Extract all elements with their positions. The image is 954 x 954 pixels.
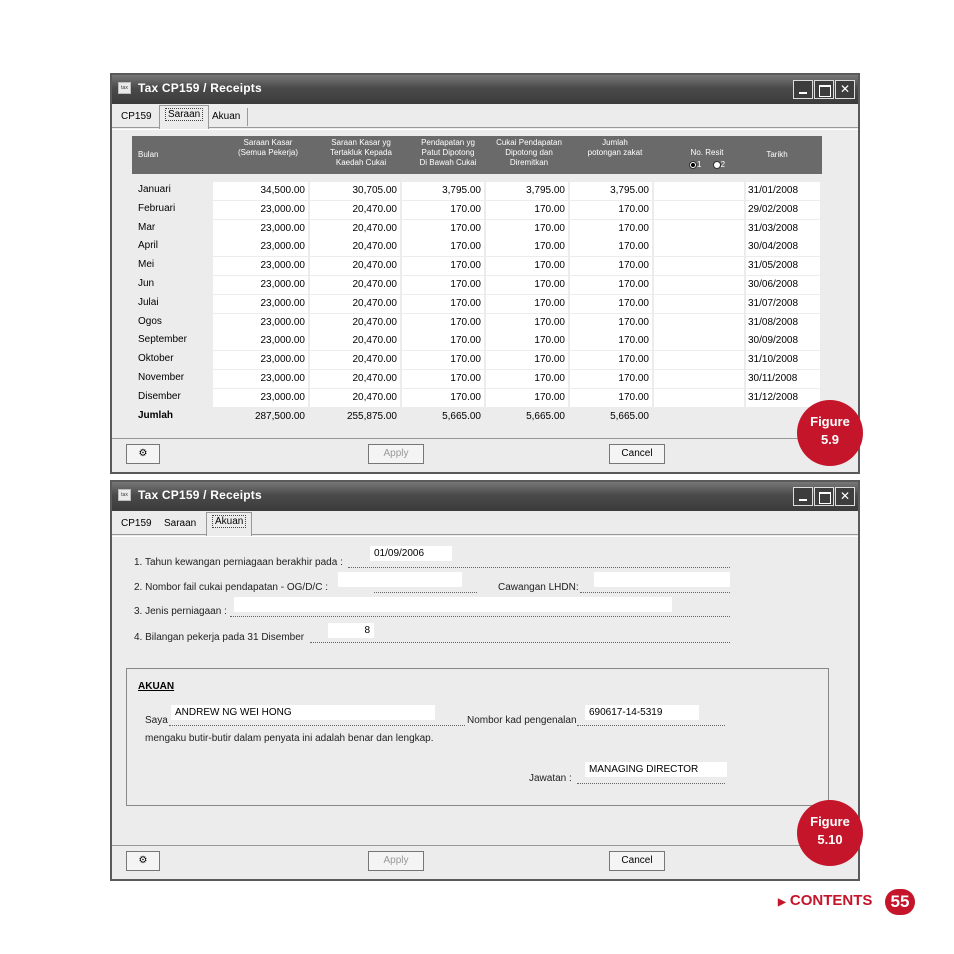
figure-number: 5.10 [817,832,843,847]
resit-radio-group [672,160,742,170]
radio-2[interactable] [713,161,721,169]
table-cell[interactable]: 170.00 [402,370,484,388]
table-row [138,238,828,256]
table-cell[interactable]: 170.00 [402,389,484,407]
jawatan-label: Jawatan : [529,773,572,784]
table-cell[interactable]: 34,500.00 [213,182,308,200]
table-cell[interactable]: 170.00 [402,276,484,294]
header-line: Saraan Kasar [243,138,293,147]
dotted-line [374,592,477,593]
table-row [138,351,828,369]
month-label: Jun [138,278,155,289]
table-cell[interactable]: 20,470.00 [310,351,400,369]
table-cell[interactable]: 20,470.00 [310,332,400,350]
window-title: Tax CP159 / Receipts [138,488,262,502]
table-row [138,220,828,238]
print-button[interactable]: ⚙ [126,851,160,871]
table-cell[interactable]: 170.00 [486,238,568,256]
table-cell[interactable]: 23,000.00 [213,238,308,256]
dotted-line [577,725,725,726]
table-cell[interactable]: 23,000.00 [213,276,308,294]
table-cell[interactable]: 170.00 [570,351,652,369]
month-label: April [138,240,159,252]
tab-cp159[interactable]: CP159 [121,518,152,529]
apply-button[interactable]: Apply [368,444,424,464]
minimize-button[interactable] [793,487,813,506]
q3-label: 3. Jenis perniagaan : [134,606,227,617]
declaration-statement: mengaku butir-butir dalam penyata ini adalah benar dan lengkap. [145,733,434,744]
table-cell[interactable]: 31/08/2008 [746,314,820,332]
header-line: Dipotong dan [505,148,553,157]
title-bar[interactable] [112,75,858,104]
total-cell: 5,665.00 [442,410,481,422]
figure-label: Figure [810,414,850,429]
header-saraan-tertakluk [318,138,404,168]
table-cell[interactable]: 20,470.00 [310,220,400,238]
header-zakat [570,138,660,158]
table-cell[interactable]: 23,000.00 [213,332,308,350]
q4-label: 4. Bilangan pekerja pada 31 Disember [134,632,305,643]
declarant-name-field[interactable]: ANDREW NG WEI HONG [171,705,435,720]
table-cell[interactable] [654,351,744,369]
business-type-field[interactable] [234,597,672,612]
contents-label: CONTENTS [789,892,873,909]
button-bar [112,845,858,879]
table-cell[interactable]: 20,470.00 [310,201,400,219]
table-cell[interactable]: 170.00 [570,370,652,388]
total-row [138,408,828,426]
print-button[interactable]: ⚙ [126,444,160,464]
ic-number-field[interactable]: 690617-14-5319 [585,705,699,720]
table-cell[interactable] [654,220,744,238]
header-line: Tertakluk Kepada [330,148,392,157]
cancel-button[interactable]: Cancel [609,444,665,464]
table-row [138,201,828,219]
contents-link[interactable] [778,892,872,909]
table-cell[interactable]: 170.00 [402,220,484,238]
table-cell[interactable]: 31/10/2008 [746,351,820,369]
month-label: Mei [138,259,155,271]
cancel-button[interactable]: Cancel [609,851,665,871]
table-cell[interactable]: 20,470.00 [310,257,400,275]
table-row [138,276,828,294]
radio-1-label: 1 [696,160,702,169]
total-label: Jumlah [138,409,174,421]
akuan-panel [112,536,858,845]
table-cell[interactable]: 170.00 [570,332,652,350]
header-line: Di Bawah Cukai [419,158,477,167]
tab-bar [112,104,858,128]
employee-count-field[interactable]: 8 [328,623,374,638]
tab-akuan[interactable] [206,512,252,536]
table-cell[interactable]: 170.00 [402,257,484,275]
ic-number-label: Nombor kad pengenalan [467,715,577,726]
table-cell[interactable]: 170.00 [570,295,652,313]
table-cell[interactable]: 31/01/2008 [746,182,820,200]
header-no-resit [672,148,742,170]
table-cell[interactable] [654,370,744,388]
table-cell[interactable]: 20,470.00 [310,370,400,388]
table-cell[interactable]: 20,470.00 [310,276,400,294]
total-cell: 287,500.00 [254,410,305,422]
lhdn-branch-field[interactable] [594,572,730,587]
tab-saraan-label: Saraan [165,108,203,121]
table-cell[interactable]: 170.00 [402,295,484,313]
receipts-window-saraan [110,73,860,474]
table-cell[interactable]: 23,000.00 [213,257,308,275]
table-cell[interactable]: 20,470.00 [310,295,400,313]
table-header [132,136,822,174]
header-line: Jumlah [602,138,628,147]
receipts-window-akuan [110,480,860,881]
table-row [138,182,828,200]
header-line: Pendapatan yg [421,138,475,147]
table-cell[interactable]: 170.00 [486,220,568,238]
figure-badge [797,800,863,866]
maximize-button[interactable] [814,80,834,99]
header-cukai [488,138,570,168]
table-cell[interactable] [654,295,744,313]
tab-saraan[interactable]: Saraan [164,518,197,529]
month-label: Disember [138,390,181,402]
table-cell[interactable]: 31/05/2008 [746,257,820,275]
table-cell[interactable]: 170.00 [570,201,652,219]
header-line: (Semua Pekerja) [237,148,299,157]
saraan-panel [112,129,858,438]
table-row [138,314,828,332]
header-line: Cukai Pendapatan [496,138,562,147]
table-cell[interactable]: 3,795.00 [486,182,568,200]
maximize-button[interactable] [814,487,834,506]
table-cell[interactable]: 170.00 [570,220,652,238]
table-row [138,389,828,407]
table-cell[interactable]: 170.00 [402,332,484,350]
table-cell[interactable]: 20,470.00 [310,389,400,407]
table-cell[interactable]: 170.00 [486,295,568,313]
total-cell: 5,665.00 [610,410,649,422]
table-cell[interactable]: 23,000.00 [213,201,308,219]
month-label: November [138,372,185,383]
header-pendapatan [408,138,488,168]
header-line: Diremitkan [509,158,549,167]
table-cell[interactable]: 3,795.00 [402,182,484,200]
table-cell[interactable] [654,314,744,332]
table-cell[interactable]: 170.00 [570,257,652,275]
tab-bar [112,511,858,535]
table-cell[interactable]: 170.00 [486,314,568,332]
table-cell[interactable] [654,389,744,407]
header-tarikh: Tarikh [766,150,788,159]
table-cell[interactable]: 31/12/2008 [746,389,820,407]
month-label: Februari [138,202,176,214]
window-title: Tax CP159 / Receipts [138,81,262,95]
table-cell[interactable] [654,238,744,256]
table-cell[interactable] [654,332,744,350]
table-cell[interactable]: 23,000.00 [213,389,308,407]
header-line: Patut Dipotong [421,148,475,157]
tab-akuan-label: Akuan [212,515,246,528]
table-cell[interactable]: 170.00 [486,351,568,369]
table-cell[interactable]: 20,470.00 [310,238,400,256]
app-icon: tax [118,489,131,501]
apply-button[interactable]: Apply [368,851,424,871]
month-label: September [138,334,187,346]
tab-akuan[interactable]: Akuan [212,111,241,122]
table-cell[interactable]: 170.00 [570,314,652,332]
month-label: Oktober [138,353,174,365]
table-cell[interactable]: 170.00 [486,276,568,294]
tax-file-number-field[interactable] [338,572,462,587]
table-cell[interactable]: 30,705.00 [310,182,400,200]
position-field[interactable]: MANAGING DIRECTOR [585,762,727,777]
akuan-section [126,668,829,806]
close-button[interactable]: ✕ [835,487,855,506]
tab-divider [247,108,248,126]
dotted-line [169,725,465,726]
app-icon: tax [118,82,131,94]
table-cell[interactable]: 23,000.00 [213,351,308,369]
minimize-button[interactable] [793,80,813,99]
table-cell[interactable]: 31/03/2008 [746,220,820,238]
header-line: Saraan Kasar yg [331,138,391,147]
table-cell[interactable]: 30/09/2008 [746,332,820,350]
month-label: Januari [138,184,171,195]
table-cell[interactable]: 170.00 [570,389,652,407]
table-cell[interactable]: 3,795.00 [570,182,652,200]
tab-saraan[interactable] [159,105,209,129]
table-cell[interactable]: 170.00 [402,314,484,332]
month-label: Ogos [138,315,162,327]
dotted-line [580,592,730,593]
cawangan-label: Cawangan LHDN: [498,582,579,593]
table-cell[interactable]: 170.00 [402,238,484,256]
table-cell[interactable]: 23,000.00 [213,314,308,332]
tab-cp159[interactable]: CP159 [121,111,152,122]
table-cell[interactable] [654,276,744,294]
table-cell[interactable]: 170.00 [570,276,652,294]
financial-year-end-field[interactable]: 01/09/2006 [370,546,452,561]
dotted-line [348,567,730,568]
table-cell[interactable] [654,257,744,275]
figure-label: Figure [810,814,850,829]
dotted-line [577,783,725,784]
table-cell[interactable]: 170.00 [486,201,568,219]
header-line: No. Resit [690,148,724,157]
table-row [138,332,828,350]
table-cell[interactable]: 170.00 [402,351,484,369]
title-bar[interactable] [112,482,858,511]
table-row [138,370,828,388]
header-line: Kaedah Cukai [335,158,387,167]
table-cell[interactable]: 30/11/2008 [746,370,820,388]
total-cell: 255,875.00 [346,410,397,422]
header-bulan: Bulan [138,150,159,159]
table-cell[interactable]: 29/02/2008 [746,201,820,219]
button-bar [112,438,858,472]
table-row [138,257,828,275]
table-cell[interactable]: 23,000.00 [213,220,308,238]
q1-label: 1. Tahun kewangan perniagaan berakhir pada : [134,557,343,568]
table-cell[interactable]: 170.00 [486,370,568,388]
dotted-line [230,616,730,617]
play-arrow-icon: ▶ [778,897,786,908]
page-number: 55 [885,889,915,915]
header-saraan-kasar [222,138,314,158]
table-cell[interactable]: 30/04/2008 [746,238,820,256]
saya-label: Saya [145,715,168,726]
close-button[interactable]: ✕ [835,80,855,99]
table-cell[interactable]: 170.00 [486,332,568,350]
table-cell[interactable]: 20,470.00 [310,314,400,332]
table-row [138,295,828,313]
dotted-line [310,642,730,643]
table-cell[interactable]: 170.00 [486,389,568,407]
table-cell[interactable]: 170.00 [486,257,568,275]
table-cell[interactable]: 170.00 [570,238,652,256]
q2-label: 2. Nombor fail cukai pendapatan - OG/D/C : [134,582,328,593]
month-label: Julai [138,296,159,308]
table-cell[interactable]: 23,000.00 [213,370,308,388]
month-label: Mar [138,221,156,233]
figure-number: 5.9 [820,432,840,447]
akuan-heading: AKUAN [138,681,175,692]
header-line: potongan zakat [587,148,643,157]
table-cell[interactable]: 30/06/2008 [746,276,820,294]
table-cell[interactable] [654,182,744,200]
figure-badge [797,400,863,466]
table-cell[interactable]: 31/07/2008 [746,295,820,313]
radio-2-label: 2 [720,160,726,169]
total-cell: 5,665.00 [526,410,565,422]
table-cell[interactable]: 23,000.00 [213,295,308,313]
table-cell[interactable]: 170.00 [402,201,484,219]
table-cell[interactable] [654,201,744,219]
radio-1[interactable] [689,161,697,169]
